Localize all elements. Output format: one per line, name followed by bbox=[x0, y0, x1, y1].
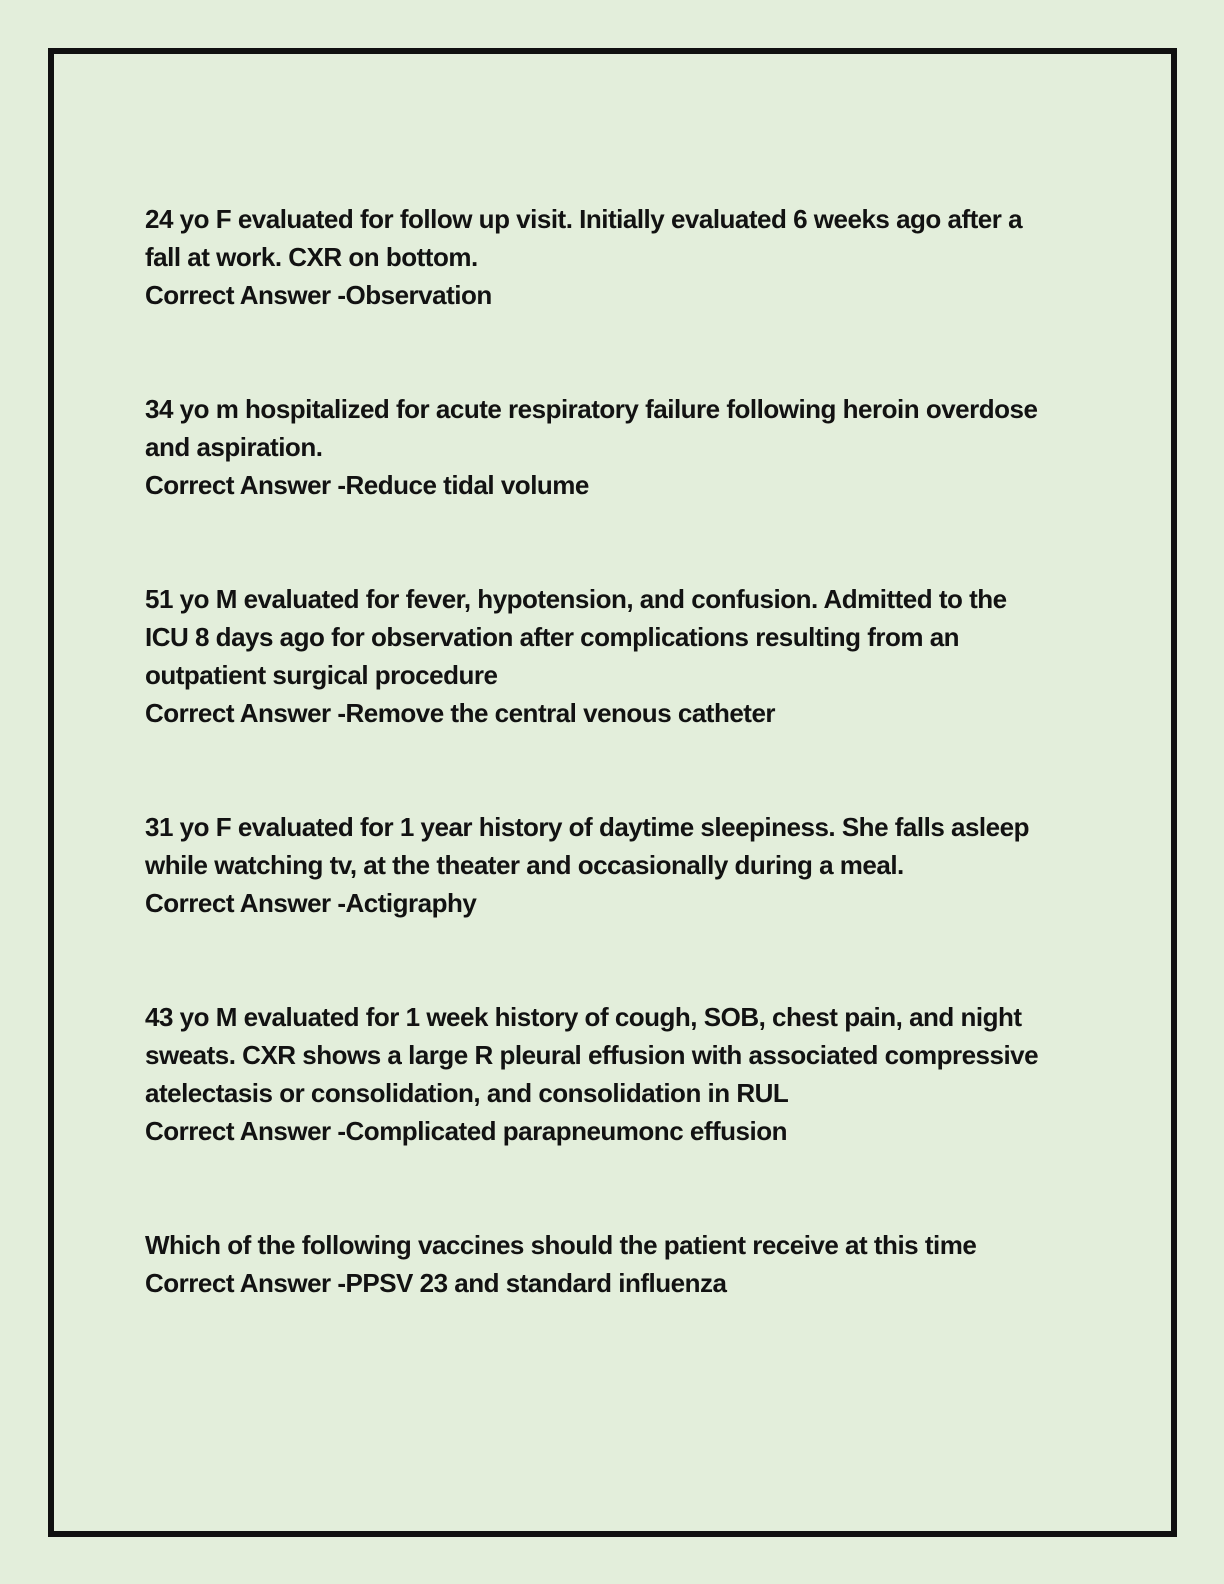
case-line: and aspiration. bbox=[145, 432, 323, 462]
case-line: outpatient surgical procedure bbox=[145, 660, 498, 690]
document-content bbox=[54, 54, 1171, 1302]
document-page-frame bbox=[48, 48, 1177, 1537]
case-entry bbox=[145, 580, 1131, 732]
case-line: 24 yo F evaluated for follow up visit. Initially evaluated 6 weeks ago after a bbox=[145, 204, 1023, 234]
case-line: 34 yo m hospitalized for acute respiratory failure following heroin overdose bbox=[145, 394, 1038, 424]
case-entry bbox=[145, 200, 1131, 314]
case-entry bbox=[145, 1226, 1131, 1302]
case-line: 31 yo F evaluated for 1 year history of daytime sleepiness. She falls asleep bbox=[145, 812, 1029, 842]
case-entry bbox=[145, 390, 1131, 504]
answer-line: Correct Answer -Remove the central venous catheter bbox=[145, 698, 776, 728]
answer-line: Correct Answer -Actigraphy bbox=[145, 888, 477, 918]
case-line: Which of the following vaccines should the patient receive at this time bbox=[145, 1230, 977, 1260]
case-line: ICU 8 days ago for observation after complications resulting from an bbox=[145, 622, 960, 652]
answer-line: Correct Answer -Reduce tidal volume bbox=[145, 470, 589, 500]
case-line: sweats. CXR shows a large R pleural effusion with associated compressive bbox=[145, 1040, 1039, 1070]
answer-line: Correct Answer -PPSV 23 and standard influenza bbox=[145, 1268, 727, 1298]
case-line: fall at work. CXR on bottom. bbox=[145, 242, 478, 272]
answer-line: Correct Answer -Complicated parapneumonc effusion bbox=[145, 1116, 787, 1146]
case-line: atelectasis or consolidation, and consolidation in RUL bbox=[145, 1078, 789, 1108]
case-line: 51 yo M evaluated for fever, hypotension, and confusion. Admitted to the bbox=[145, 584, 1007, 614]
answer-line: Correct Answer -Observation bbox=[145, 280, 492, 310]
case-line: while watching tv, at the theater and occasionally during a meal. bbox=[145, 850, 904, 880]
case-entry bbox=[145, 808, 1131, 922]
case-entry bbox=[145, 998, 1131, 1150]
case-line: 43 yo M evaluated for 1 week history of cough, SOB, chest pain, and night bbox=[145, 1002, 1022, 1032]
